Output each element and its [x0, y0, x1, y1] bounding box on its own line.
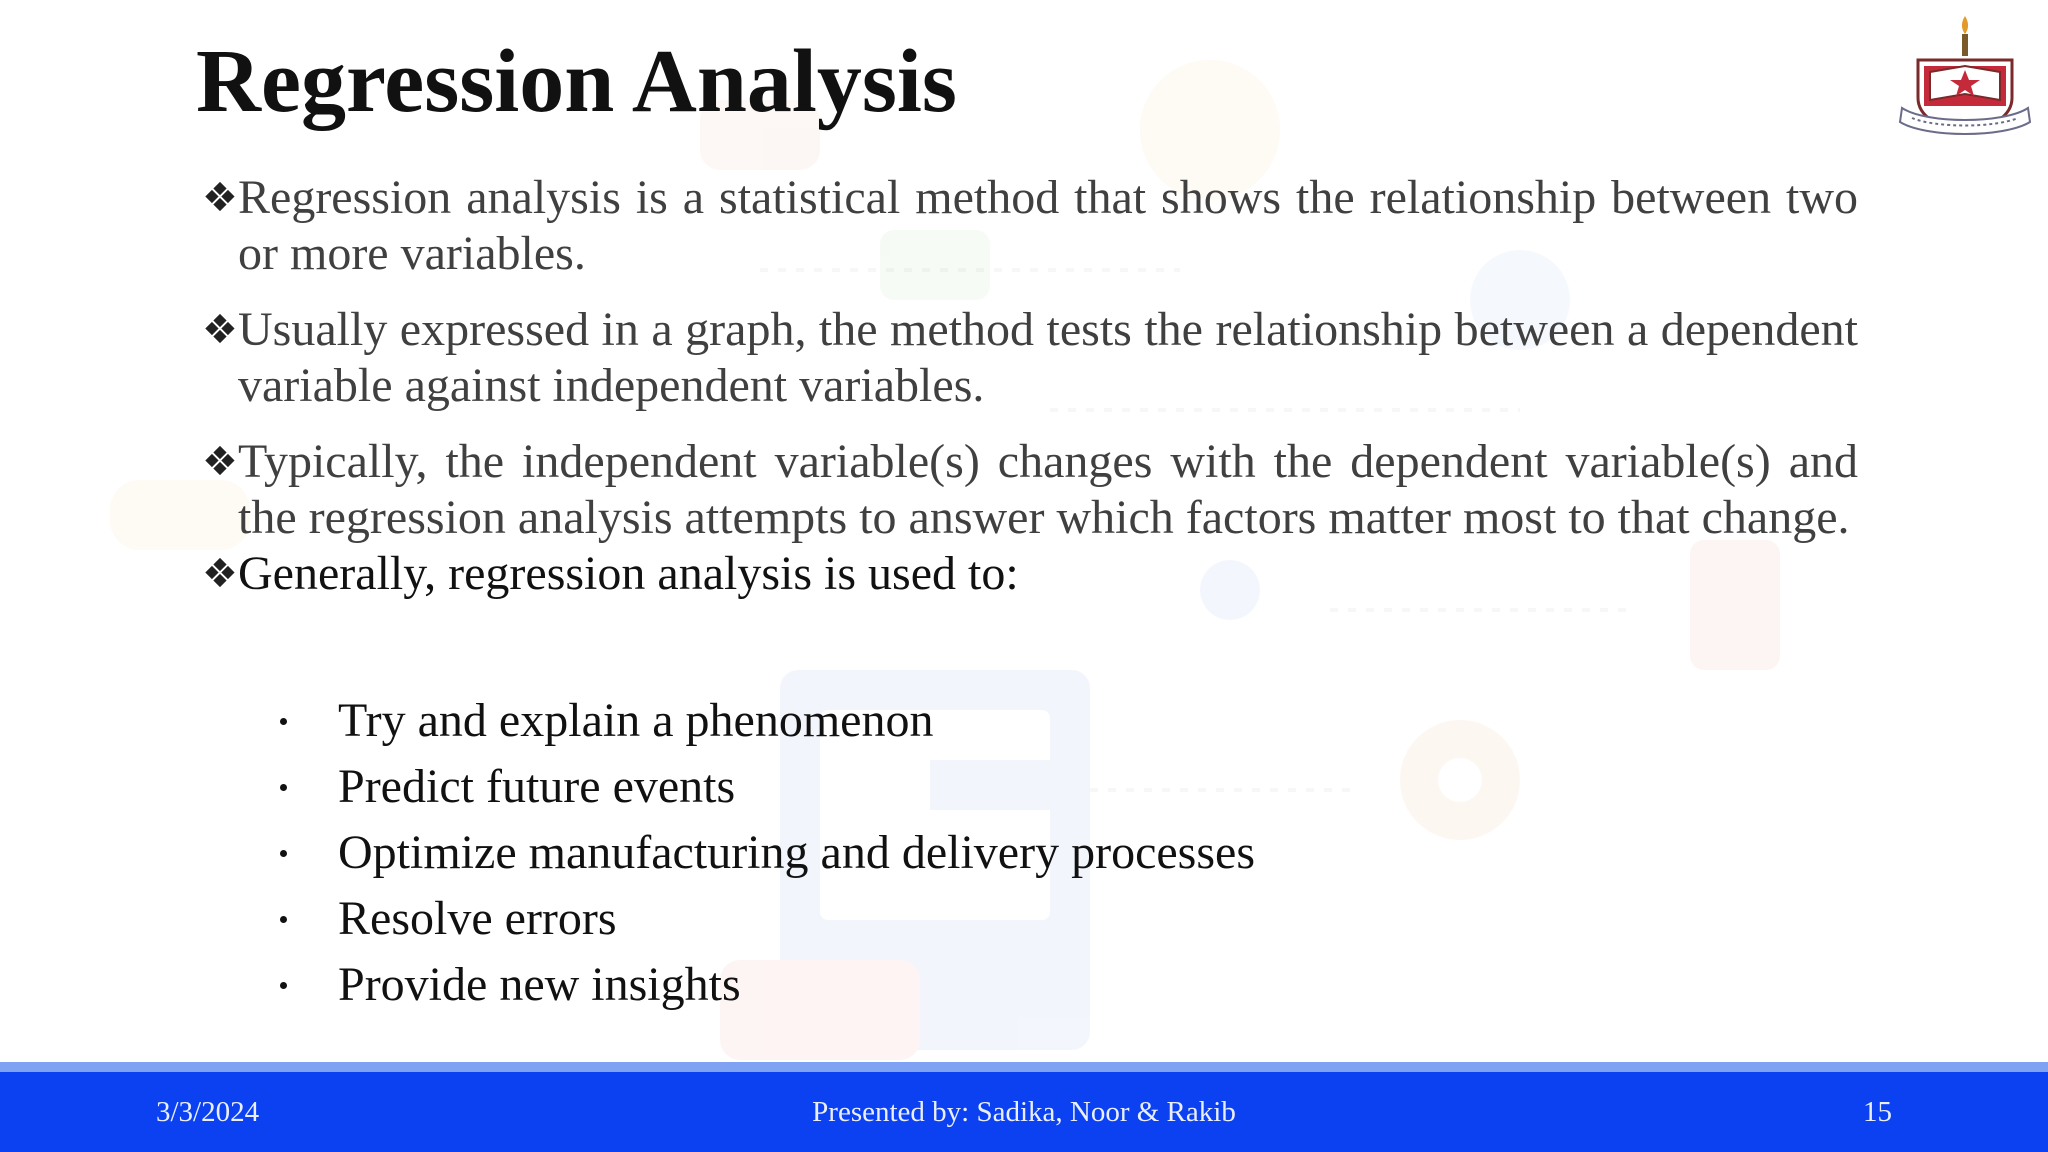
diamond-bullet-icon: ❖ — [202, 307, 238, 353]
dot-bullet-icon — [280, 718, 287, 725]
bullet-text: Typically, the independent variable(s) changes with the dependent variable(s) and the regression analysis attempts to answer which factors matter most to that change. — [238, 435, 1858, 544]
slide-title: Regression Analysis — [196, 32, 957, 131]
bullet-item — [202, 170, 1858, 282]
diamond-bullet-icon: ❖ — [202, 439, 238, 485]
bullet-text: Regression analysis is a statistical method that shows the relationship between two or more variables. — [238, 171, 1858, 280]
diamond-bullet-icon: ❖ — [202, 551, 238, 597]
bullet-list — [202, 170, 1858, 602]
sub-bullet-item — [270, 688, 1570, 754]
sub-bullet-text: Predict future events — [338, 760, 736, 813]
footer-presenter: Presented by: Sadika, Noor & Rakib — [812, 1096, 1236, 1128]
sub-bullet-item — [270, 886, 1570, 952]
bullet-item — [202, 434, 1858, 546]
diamond-bullet-icon: ❖ — [202, 175, 238, 221]
sub-bullet-text: Optimize manufacturing and delivery processes — [338, 826, 1256, 879]
footer-accent-line — [0, 1062, 2048, 1072]
university-seal-icon — [1896, 12, 2034, 144]
dot-bullet-icon — [280, 982, 287, 989]
bullet-item — [202, 302, 1858, 414]
bullet-text: Usually expressed in a graph, the method tests the relationship between a dependent variable against independent variables. — [238, 303, 1858, 412]
sub-bullet-list — [270, 688, 1570, 1018]
sub-bullet-item — [270, 754, 1570, 820]
slide-footer — [0, 1072, 2048, 1152]
bullet-item — [202, 546, 1858, 602]
bullet-text: Generally, regression analysis is used to: — [238, 547, 1019, 600]
sub-bullet-text: Provide new insights — [338, 958, 741, 1011]
sub-bullet-text: Try and explain a phenomenon — [338, 694, 934, 747]
dot-bullet-icon — [280, 916, 287, 923]
dot-bullet-icon — [280, 850, 287, 857]
sub-bullet-item — [270, 952, 1570, 1018]
footer-date: 3/3/2024 — [156, 1096, 260, 1128]
sub-bullet-text: Resolve errors — [338, 892, 617, 945]
sub-bullet-item — [270, 820, 1570, 886]
page-number: 15 — [1863, 1096, 1892, 1128]
dot-bullet-icon — [280, 784, 287, 791]
